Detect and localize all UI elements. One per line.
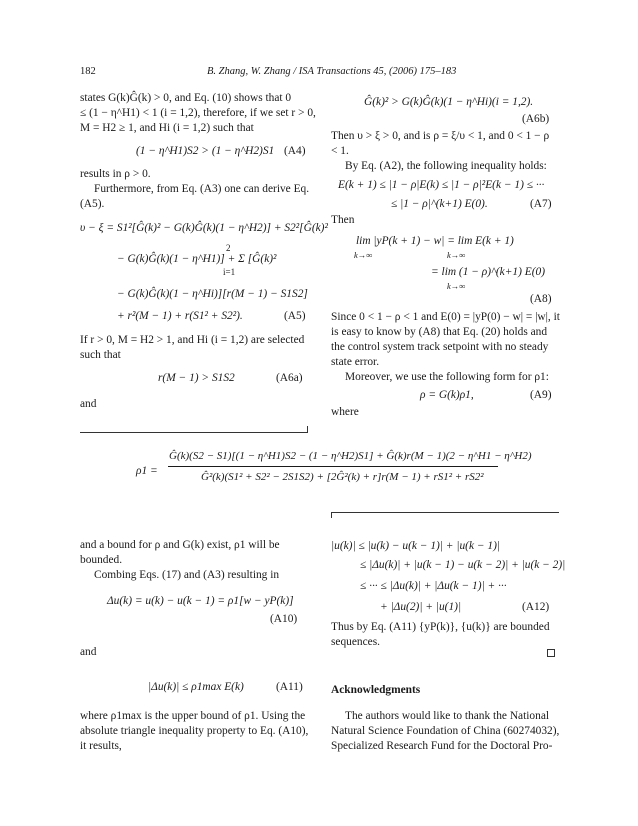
page-number: 182 <box>80 66 96 77</box>
equation-a11: |Δu(k)| ≤ ρ1max E(k) <box>148 681 244 693</box>
text-line: states G(k)Ĝ(k) > 0, and Eq. (10) shows that 0 <box>80 92 292 104</box>
limit-subscript: k→∞ <box>447 250 466 260</box>
limit-subscript: k→∞ <box>354 250 373 260</box>
equation-number: (A10) <box>270 613 298 625</box>
equation-a4: (1 − η^H1)S2 > (1 − η^H2)S1 <box>136 145 275 157</box>
equation-a7-line: ≤ |1 − ρ|^(k+1) E(0). <box>391 198 488 210</box>
equation-number: (A4) <box>284 145 306 157</box>
text-line: M = H2 ≥ 1, and Hi (i = 1,2) such that <box>80 122 254 134</box>
text-line: Combing Eqs. (17) and (A3) resulting in <box>94 569 280 581</box>
equation-a9: ρ = G(k)ρ1, <box>420 389 474 401</box>
text-line: The authors would like to thank the National <box>345 710 550 722</box>
text-line: Then υ > ξ > 0, and is ρ = ξ/υ < 1, and 0 < 1 − ρ <box>331 130 550 142</box>
sum-lower-limit: i=1 <box>223 267 236 277</box>
text-line: is easy to know by (A8) that Eq. (20) holds and <box>331 326 548 338</box>
equation-number: (A6a) <box>276 372 303 384</box>
equation-a6a: r(M − 1) > S1S2 <box>158 372 235 384</box>
equation-a12-line: |u(k)| ≤ |u(k) − u(k − 1)| + |u(k − 1)| <box>331 540 501 552</box>
text-line: ≤ (1 − η^H1) < 1 (i = 1,2), therefore, if we set r > 0, <box>80 107 316 119</box>
text-line: and <box>80 398 97 410</box>
limit-subscript: k→∞ <box>447 281 466 291</box>
equation-a10: Δu(k) = u(k) − u(k − 1) = ρ1[w − yP(k)] <box>107 595 294 607</box>
text-line: If r > 0, M = H2 > 1, and Hi (i = 1,2) are selected <box>80 334 305 346</box>
text-line: (A5). <box>80 198 105 210</box>
equation-number: (A6b) <box>522 113 550 125</box>
text-line: Natural Science Foundation of China (60274032), <box>331 725 560 737</box>
equation-number: (A11) <box>276 681 303 693</box>
text-line: Moreover, we use the following form for ρ1: <box>345 371 549 383</box>
equation-number: (A7) <box>530 198 552 210</box>
text-line: < 1. <box>331 145 349 157</box>
sum-upper-limit: 2 <box>226 243 231 253</box>
text-line: By Eq. (A2), the following inequality holds: <box>345 160 547 172</box>
separator-rule <box>80 432 308 433</box>
wide-equation-numerator: Ĝ(k)(S2 − S1)[(1 − η^H1)S2 − (1 − η^H2)S1] + Ĝ(k)r(M − 1)(2 − η^H1 − η^H2) <box>169 450 532 462</box>
text-line: where <box>331 406 359 418</box>
equation-number: (A12) <box>522 601 550 613</box>
equation-a7-line: E(k + 1) ≤ |1 − ρ|E(k) ≤ |1 − ρ|²E(k − 1) ≤ ··· <box>338 179 545 191</box>
equation-a8-line: = lim (1 − ρ)^(k+1) E(0) <box>431 266 545 278</box>
text-line: results in ρ > 0. <box>80 168 151 180</box>
equation-number: (A9) <box>530 389 552 401</box>
text-line: it results, <box>80 740 122 752</box>
fraction-bar <box>168 466 498 467</box>
wide-equation-lhs: ρ1 = <box>136 465 158 477</box>
equation-a8-line: lim |yP(k + 1) − w| = lim E(k + 1) <box>356 235 514 247</box>
equation-a5-line: − G(k)Ĝ(k)(1 − η^H1)] + Σ [Ĝ(k)² <box>117 253 277 265</box>
equation-a12-line: + |Δu(2)| + |u(1)| <box>380 601 462 613</box>
text-line: Furthermore, from Eq. (A3) one can derive Eq. <box>94 183 310 195</box>
text-line: Thus by Eq. (A11) {yP(k)}, {u(k)} are bounded <box>331 621 550 633</box>
qed-box-icon <box>547 649 555 657</box>
equation-a12-line: ≤ ··· ≤ |Δu(k)| + |Δu(k − 1)| + ··· <box>360 580 507 592</box>
text-line: where ρ1max is the upper bound of ρ1. Using the <box>80 710 306 722</box>
equation-number: (A8) <box>530 293 552 305</box>
text-line: state error. <box>331 356 380 368</box>
text-line: the control system track setpoint with no steady <box>331 341 549 353</box>
text-line: Then <box>331 214 355 226</box>
equation-a5-line: + r²(M − 1) + r(S1² + S2²). <box>117 310 243 322</box>
equation-a12-line: ≤ |Δu(k)| + |u(k − 1) − u(k − 2)| + |u(k − 2)| <box>360 559 566 571</box>
separator-tick <box>307 426 308 432</box>
equation-a6b: Ĝ(k)² > G(k)Ĝ(k)(1 − η^Hi)(i = 1,2). <box>364 96 534 108</box>
text-line: and <box>80 646 97 658</box>
equation-a5-line: υ − ξ = S1²[Ĝ(k)² − G(k)Ĝ(k)(1 − η^H2)] + S2²[Ĝ(k)² <box>80 222 328 234</box>
text-line: absolute triangle inequality property to Eq. (A10), <box>80 725 309 737</box>
wide-equation-denominator: Ĝ²(k)(S1² + S2² − 2S1S2) + [2Ĝ²(k) + r]r(M − 1) + rS1² + rS2² <box>201 471 484 483</box>
equation-number: (A5) <box>284 310 306 322</box>
equation-a5-line: − G(k)Ĝ(k)(1 − η^Hi)][r(M − 1) − S1S2] <box>117 288 308 300</box>
text-line: Since 0 < 1 − ρ < 1 and E(0) = |yP(0) − w| = |w|, it <box>331 311 560 323</box>
separator-rule <box>331 512 559 513</box>
text-line: such that <box>80 349 121 361</box>
section-heading: Acknowledgments <box>331 684 421 696</box>
running-head: B. Zhang, W. Zhang / ISA Transactions 45, (2006) 175–183 <box>207 66 457 77</box>
text-line: sequences. <box>331 636 381 648</box>
text-line: bounded. <box>80 554 123 566</box>
text-line: and a bound for ρ and G(k) exist, ρ1 will be <box>80 539 280 551</box>
text-line: Specialized Research Fund for the Doctoral Pro- <box>331 740 553 752</box>
